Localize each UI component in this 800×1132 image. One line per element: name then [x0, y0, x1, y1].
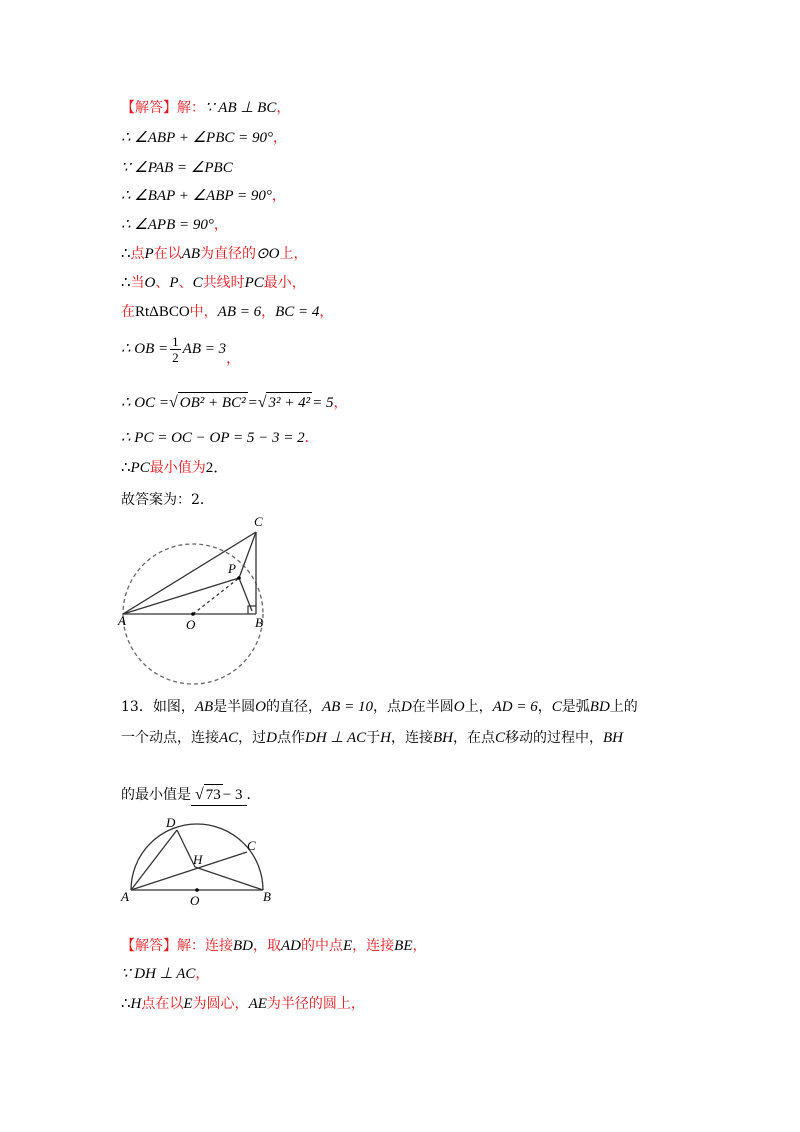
text: 在	[121, 304, 135, 320]
figure-circle-diagram	[115, 510, 280, 686]
label-c: C	[247, 838, 256, 853]
math-var: PC	[244, 275, 264, 291]
math-var: RtΔBCO	[135, 304, 190, 320]
math-var: C	[551, 699, 562, 715]
label-b: B	[263, 889, 271, 904]
q12-line-5	[121, 215, 228, 235]
math-var: H	[380, 730, 391, 746]
punct: ，	[272, 130, 287, 146]
label-o: O	[190, 893, 200, 908]
text: 的直径，	[266, 699, 322, 715]
text: ，	[412, 938, 427, 954]
math-var: C	[192, 275, 203, 291]
q12-line-11	[121, 428, 319, 448]
math-var: PC	[130, 460, 150, 476]
math-expr: BC = 4	[275, 304, 320, 320]
math-var: AD	[281, 938, 301, 954]
math-expr: AD = 6	[492, 699, 538, 715]
label-p: P	[228, 561, 236, 576]
punct: ，	[226, 351, 241, 367]
math-var: D	[400, 699, 412, 715]
label-d: D	[166, 815, 176, 830]
text: 为直径的	[200, 246, 257, 262]
figure-semicircle-diagram	[117, 812, 279, 912]
math-expr: ∴ ∠APB = 90°	[121, 217, 214, 233]
segment-ap	[123, 578, 239, 614]
q12-line-9	[121, 332, 240, 366]
text: 是弧	[561, 699, 590, 715]
math-var: BE	[394, 938, 413, 954]
punct: ．	[246, 787, 261, 803]
math-var: P	[144, 246, 154, 262]
radicand: 3² + 4²	[266, 392, 312, 413]
radical-sign: √	[195, 786, 204, 803]
answer-blank	[191, 784, 247, 806]
text: 的最小值是	[121, 787, 191, 803]
math-expr: AB = 6	[217, 304, 262, 320]
text: 上，	[279, 246, 308, 262]
math-expr: ∴ PC = OC − OP = 5 − 3 = 2	[121, 430, 305, 446]
text: ，连接	[391, 730, 433, 746]
fraction-numerator: 1	[172, 333, 179, 349]
point-p	[237, 576, 241, 580]
text: 点	[130, 246, 145, 262]
sol13-line-2	[121, 964, 209, 984]
text: ，点	[372, 699, 401, 715]
text: ，在点	[453, 730, 495, 746]
fraction	[170, 334, 181, 365]
math-var: O	[453, 699, 465, 715]
punct: ，	[276, 100, 291, 116]
math-var: AB	[194, 699, 214, 715]
q12-line-2	[121, 128, 287, 148]
math-expr: ∴ ∠ABP + ∠PBC = 90°	[121, 130, 273, 146]
math-var: O	[144, 275, 156, 291]
label-h: H	[193, 852, 203, 867]
segment-ac	[131, 852, 247, 890]
label-c: C	[254, 514, 263, 529]
solution-intro: 解：	[177, 100, 205, 116]
math-var: E	[183, 996, 193, 1012]
radicand: OB² + BC²	[178, 392, 248, 413]
therefore-sign: ∴	[121, 275, 131, 291]
label-a: A	[118, 613, 126, 628]
math-expr: ∴ ∠BAP + ∠ABP = 90°	[121, 188, 272, 204]
radical-sign: √	[169, 394, 178, 411]
q12-answer	[121, 490, 214, 510]
punct: ，	[213, 217, 228, 233]
therefore-sign: ∴	[121, 996, 131, 1012]
text: 上，	[464, 699, 493, 715]
punct: ，	[261, 304, 276, 320]
math-expr: ∵ DH ⊥ AC	[121, 966, 196, 982]
text: 、	[178, 275, 193, 291]
q12-line-1	[121, 98, 290, 118]
text: 最小值为	[149, 460, 206, 476]
answer-value: 2．	[205, 460, 229, 476]
text: 是半圆	[213, 699, 256, 715]
text: 解：连接	[177, 938, 233, 954]
q12-line-10	[121, 392, 347, 413]
math-var: P	[169, 275, 179, 291]
therefore-sign: ∴	[121, 246, 131, 262]
math-expr: DH ⊥ AC	[305, 730, 367, 746]
punct: ，	[195, 966, 210, 982]
math-var: D	[266, 730, 278, 746]
solution-tag: 【解答】	[121, 100, 177, 116]
math-var: AC	[219, 730, 239, 746]
math-var: BH	[433, 730, 453, 746]
text: ，连接	[352, 938, 395, 954]
punct: ，	[319, 304, 334, 320]
text: 中，	[189, 304, 218, 320]
math-expr: = 5	[312, 395, 334, 411]
text: 点作	[277, 730, 306, 746]
math-var: BD	[233, 938, 253, 954]
text: ，	[537, 699, 552, 715]
label-b: B	[255, 615, 263, 630]
text: 在半圆	[411, 699, 454, 715]
punct: ，	[271, 188, 286, 204]
math-var: H	[130, 996, 142, 1012]
text: 的中点	[301, 938, 343, 954]
math-var: AE	[248, 996, 267, 1012]
q13-line-2	[121, 728, 623, 748]
label-o: O	[186, 617, 196, 632]
math-var: BD	[589, 699, 610, 715]
text: 移动的过程中，	[505, 730, 604, 746]
text: 上的	[609, 699, 638, 715]
text: 共线时	[202, 275, 245, 291]
answer-text: 故答案为：2．	[121, 492, 214, 508]
text: 当	[130, 275, 145, 291]
text: 最小，	[263, 275, 306, 291]
solution-tag: 【解答】	[121, 938, 177, 954]
math-expr: AB = 10	[322, 699, 373, 715]
math-var: AB	[181, 246, 201, 262]
radical-sign: √	[257, 394, 267, 411]
text: 为圆心，	[192, 996, 249, 1012]
math-var: O	[255, 699, 266, 715]
text: 在以	[153, 246, 182, 262]
text: ，过	[238, 730, 267, 746]
text: 、	[155, 275, 170, 291]
q12-line-7	[121, 273, 306, 293]
q13-line-3	[121, 784, 261, 806]
math-expr: =	[247, 395, 258, 411]
q12-line-4	[121, 186, 286, 206]
point-o	[191, 612, 195, 616]
segment-op	[193, 578, 239, 614]
math-expr: ∵ AB ⊥ BC	[205, 100, 277, 116]
math-expr: − 3	[222, 787, 243, 803]
text: 为半径的圆上，	[266, 996, 365, 1012]
math-expr: ∴ OB =	[121, 341, 169, 357]
text: 一个动点，连接	[121, 730, 219, 746]
q13-line-1	[121, 697, 638, 717]
math-expr: ∴ OC =	[121, 395, 170, 411]
text: 于	[366, 730, 381, 746]
label-a: A	[121, 889, 129, 904]
point-o	[195, 888, 199, 892]
q12-line-8	[121, 302, 333, 322]
q12-line-12	[121, 458, 228, 478]
text: 13．如图，	[121, 699, 195, 715]
radicand: 73	[204, 784, 223, 805]
segment-bh	[195, 867, 263, 890]
sol13-line-1	[121, 936, 427, 956]
math-var: C	[495, 730, 506, 746]
therefore-sign: ∴	[121, 460, 131, 476]
math-var: BH	[603, 730, 624, 746]
math-expr: AB = 3	[182, 341, 227, 357]
math-expr: ∵ ∠PAB = ∠PBC	[121, 160, 233, 176]
q12-line-3	[121, 158, 233, 178]
text: 点在以	[141, 996, 184, 1012]
text: ，取	[253, 938, 281, 954]
fraction-denominator: 2	[172, 349, 179, 365]
punct: ，	[333, 395, 348, 411]
math-var: E	[343, 938, 353, 954]
sol13-line-3	[121, 994, 365, 1014]
punct: ．	[304, 430, 319, 446]
q12-line-6	[121, 244, 307, 264]
math-var: ⊙O	[256, 246, 280, 262]
